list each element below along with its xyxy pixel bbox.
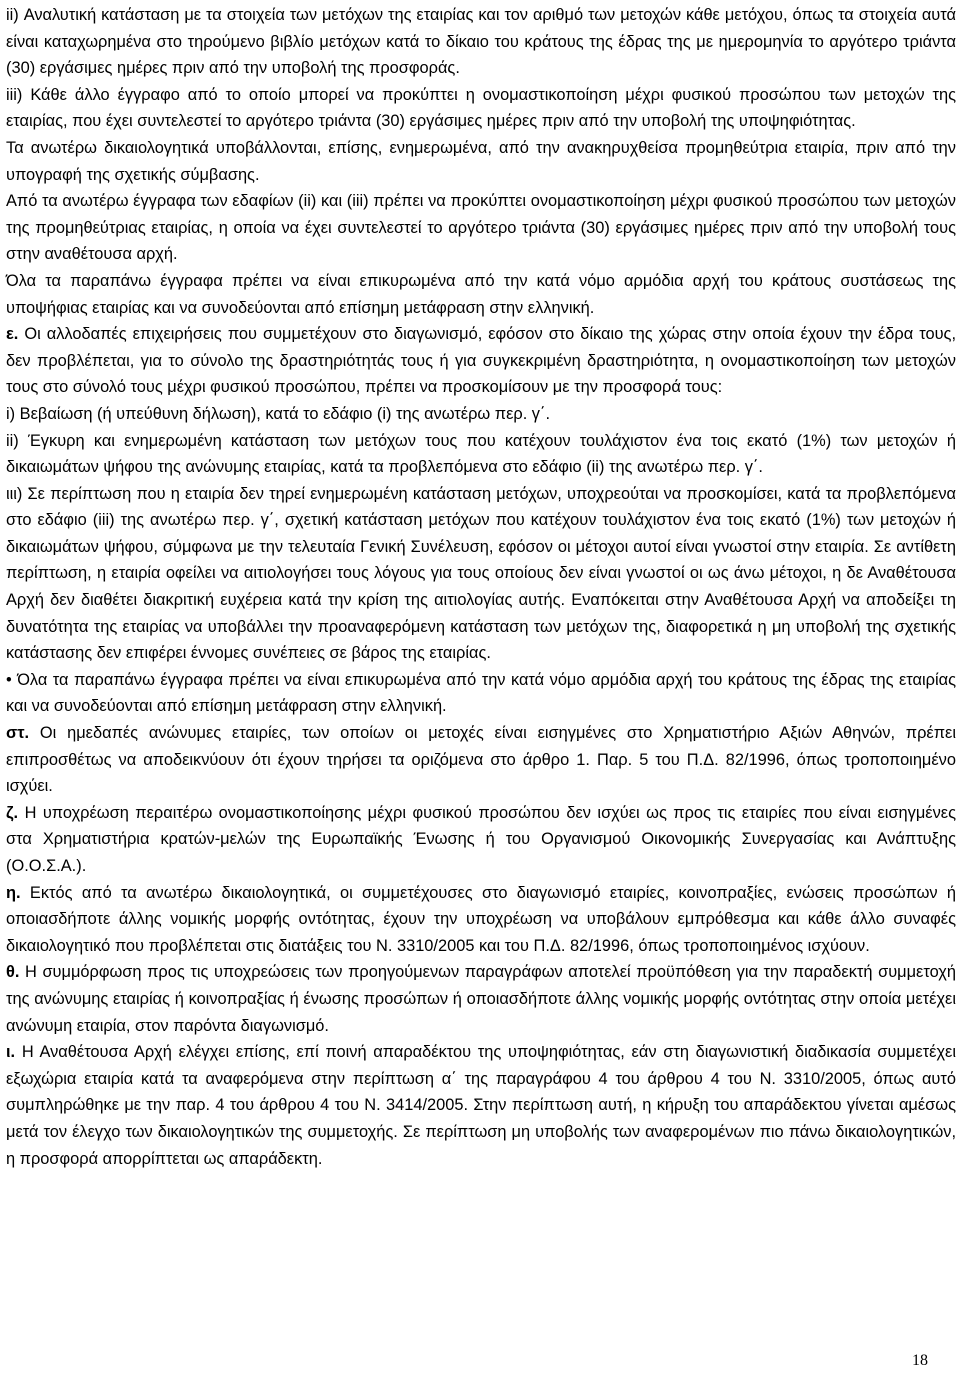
paragraph-registration-requirement: [6, 188, 956, 268]
paragraph-certification: [6, 268, 956, 321]
paragraph-text: ιιι) Σε περίπτωση που η εταιρία δεν τηρεί ενημερωμένη κατάσταση μετόχων, υποχρεούται να προσκομίσει, κατά τα προβλεπόμενα στο εδάφιο (iii) της ανωτέρω περ. γ΄, σχετική κατάσταση μετόχων που κατέχουν τουλάχιστον ένα τοις εκατό (1%) των μετοχών ή δικαιωμάτων ψήφου, σύμφωνα με την τελευταία Γενική Συνέλευση, εφόσον οι μέτοχοι αυτοί είναι γνωστοί στην εταιρία. Σε αντίθετη περίπτωση, η εταιρία οφείλει να αιτιολογήσει τους λόγους για τους οποίους δεν είναι γνωστοί οι ως άνω μέτοχοι, η δε Αναθέτουσα Αρχή δεν διαθέτει διακριτική ευχέρεια κατά την κρίση της αιτιολογίας αυτής. Εναπόκειται στην Αναθέτουσα Αρχή να αποδείξει τη δυνατότητα της εταιρίας να υποβάλλει την προαναφερόμενη κατάσταση των μετόχων της, διαφορετικά η μη υποβολή της σχετικής κατάστασης δεν επιφέρει έννομες συνέπειες σε βάρος της εταιρίας.: [6, 484, 956, 663]
paragraph-section-e: [6, 321, 956, 401]
paragraph-other-documents: [6, 82, 956, 135]
paragraph-text: iii) Κάθε άλλο έγγραφο από το οποίο μπορεί να προκύπτει η ονομαστικοποίηση μέχρι φυσικού προσώπου των μετοχών της εταιρίας, που έχει συντελεστεί το αργότερο τριάντα (30) εργάσιμες ημέρες πριν από την υποβολή της υποψηφιότητας.: [6, 85, 956, 131]
paragraph-text: Από τα ανωτέρω έγγραφα των εδαφίων (ii) και (iii) πρέπει να προκύπτει ονομαστικοποίηση μέχρι φυσικού προσώπου των μετοχών της προμηθεύτριας εταιρίας, η οποία να έχει συντελεστεί το αργότερο τριάντα (30) εργάσιμες ημέρες πριν από την υποβολή τους στην αναθέτουσα αρχή.: [6, 192, 956, 264]
paragraph-shareholder-list: [6, 2, 956, 82]
paragraph-text: ii) Αναλυτική κατάσταση με τα στοιχεία των μετόχων της εταιρίας και τον αριθμό των μετοχών κάθε μετόχου, όπως τα στοιχεία αυτά είναι καταχωρημένα στο τηρούμενο βιβλίο μετόχων κατά το δίκαιο του κράτους της έδρας της με ημερομηνία το αργότερο τριάντα (30) εργάσιμες ημέρες πριν από την υποβολή της προσφοράς.: [6, 6, 956, 78]
paragraph-section-i: [6, 1039, 956, 1172]
paragraph-section-th: [6, 959, 956, 1039]
paragraph-text: Τα ανωτέρω δικαιολογητικά υποβάλλονται, επίσης, ενημερωμένα, από την ανακηρυχθείσα προμηθεύτρια εταιρία, πριν από την υπογραφή της σχετικής σύμβασης.: [6, 138, 956, 184]
paragraph-section-st: [6, 720, 956, 800]
section-mark: στ.: [6, 724, 30, 743]
section-mark: ε.: [6, 325, 19, 344]
paragraph-text: Η Αναθέτουσα Αρχή ελέγχει επίσης, επί ποινή απαραδέκτου της υποψηφιότητας, εάν στη διαγωνιστική διαδικασία συμμετέχει εξωχώρια εταιρία κατά τα αναφερόμενα στην περίπτωση α΄ της παραγράφου 4 του άρθρου 4 του Ν. 3310/2005, όπως αυτό συμπληρώθηκε με την παρ. 4 του άρθρου 4 του Ν. 3414/2005. Στην περίπτωση αυτή, η κήρυξη του απαράδεκτου γίνεται αμέσως μετά τον έλεγχο των δικαιολογητικών της συμμετοχής. Σε περίπτωση μη υποβολής των αναφερομένων πιο πάνω δικαιολογητικών, η προσφορά απορρίπτεται ως απαράδεκτη.: [6, 1043, 956, 1168]
paragraph-text: Όλα τα παραπάνω έγγραφα πρέπει να είναι επικυρωμένα από την κατά νόμο αρμόδια αρχή του κράτους συστάσεως της υποψήφιας εταιρίας και να συνοδεύονται από επίσημη μετάφραση στην ελληνική.: [6, 271, 956, 317]
paragraph-text: i) Βεβαίωση (ή υπεύθυνη δήλωση), κατά το εδάφιο (i) της ανωτέρω περ. γ΄.: [6, 404, 551, 423]
page-number: 18: [912, 1352, 928, 1369]
paragraph-text: • Όλα τα παραπάνω έγγραφα πρέπει να είναι επικυρωμένα από την κατά νόμο αρμόδια αρχή του κράτους της έδρας της εταιρίας και να συνοδεύονται από επίσημη μετάφραση στην ελληνική.: [6, 670, 956, 716]
paragraph-bullet-certification: [6, 667, 956, 720]
paragraph-text: Εκτός από τα ανωτέρω δικαιολογητικά, οι συμμετέχουσες στο διαγωνισμό εταιρίες, κοινοπραξίες, ενώσεις προσώπων ή οποιασδήποτε άλλης νομικής μορφής οντότητας, έχουν την υποχρέωση να υποβάλουν εμπρόθεσμα και κάθε άλλο συναφές δικαιολογητικό που προβλέπεται στις διατάξεις του Ν. 3310/2005 και του Π.Δ. 82/1996, όπως τροποποιημένος ισχύουν.: [6, 883, 956, 955]
section-mark: ι.: [6, 1043, 16, 1062]
paragraph-section-z: [6, 800, 956, 880]
paragraph-text: Οι ημεδαπές ανώνυμες εταιρίες, των οποίων οι μετοχές είναι εισηγμένες στο Χρηματιστήριο Αξιών Αθηνών, πρέπει επιπροσθέτως να αποδεικνύουν ότι έχουν τηρήσει τα οριζόμενα στο άρθρο 1. Παρ. 5 του Π.Δ. 82/1996, όπως τροποποιημένο ισχύει.: [6, 724, 956, 796]
paragraph-text: Η υποχρέωση περαιτέρω ονομαστικοποίησης μέχρι φυσικού προσώπου δεν ισχύει ως προς τις εταιρίες που είναι εισηγμένες στα Χρηματιστήρια κρατών-μελών της Ευρωπαϊκής Ένωσης ή του Οργανισμού Οικονομικής Συνεργασίας και Ανάπτυξης (Ο.Ο.Σ.Α.).: [6, 803, 956, 875]
section-mark: η.: [6, 883, 21, 902]
paragraph-text: ii) Έγκυρη και ενημερωμένη κατάσταση των μετόχων τους που κατέχουν τουλάχιστον ένα τοις εκατό (1%) των μετοχών ή δικαιωμάτων ψήφου της ανώνυμης εταιρίας, κατά τα προβλεπόμενα στο εδάφιο (ii) της ανωτέρω περ. γ΄.: [6, 431, 956, 477]
paragraph-e-item-ii: [6, 428, 956, 481]
section-mark: θ.: [6, 963, 20, 982]
paragraph-text: Οι αλλοδαπές επιχειρήσεις που συμμετέχουν στο διαγωνισμό, εφόσον στο δίκαιο της χώρας στην οποία έχουν την έδρα τους, δεν προβλέπεται, για το σύνολο της δραστηριότητάς τους ή για συγκεκριμένη δραστηριότητα, η ονομαστικοποίηση των μετοχών τους στο σύνολό τους μέχρι φυσικού προσώπου, πρέπει να προσκομίσουν με την προσφορά τους:: [6, 325, 957, 397]
paragraph-text: Η συμμόρφωση προς τις υποχρεώσεις των προηγούμενων παραγράφων αποτελεί προϋπόθεση για την παραδεκτή συμμετοχή της ανώνυμης εταιρίας ή κοινοπραξίας ή ένωσης προσώπων ή οποιασδήποτε άλλης νομικής μορφής οντότητας στην οποία μετέχει ανώνυμη εταιρία, στον παρόντα διαγωνισμό.: [6, 963, 956, 1035]
paragraph-updated-documents: [6, 135, 956, 188]
paragraph-e-item-iii: [6, 481, 956, 667]
section-mark: ζ.: [6, 803, 19, 822]
paragraph-section-h: [6, 880, 956, 960]
paragraph-e-item-i: [6, 401, 956, 428]
document-page: [6, 2, 956, 1172]
